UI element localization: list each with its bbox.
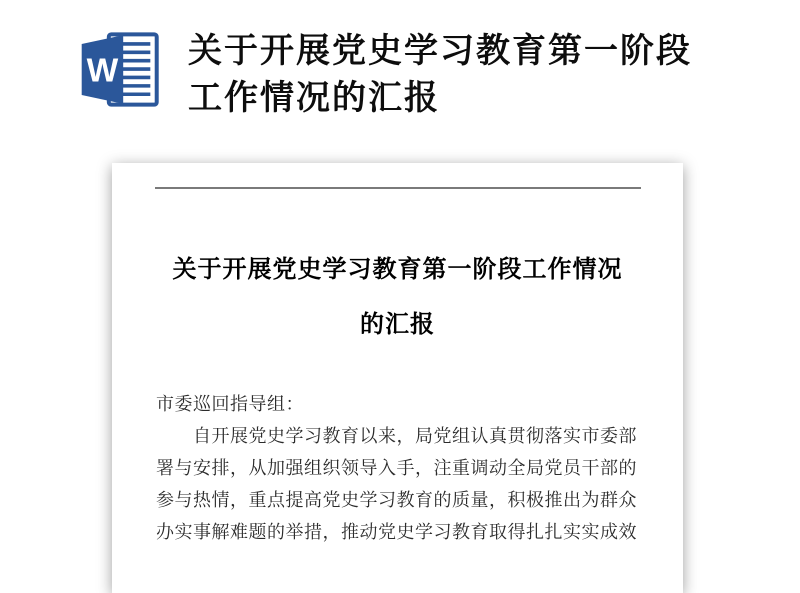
document-title-line-2: 的汇报: [360, 311, 435, 338]
body-line: 参与热情，重点提高党史学习教育的质量，积极推出为群众: [156, 490, 637, 510]
word-icon-letter: W: [86, 52, 119, 90]
body-line: 办实事解难题的举措，推动党史学习教育取得扎扎实实成效: [156, 522, 637, 542]
document-title: [112, 242, 683, 352]
page-title: [188, 28, 692, 122]
document-preview[interactable]: [112, 163, 683, 593]
document-title-line-1: 关于开展党史学习教育第一阶段工作情况: [172, 256, 623, 283]
ms-word-icon: [72, 28, 168, 111]
page-title-line-1: 关于开展党史学习教育第一阶段: [188, 32, 692, 70]
document-body: [156, 388, 639, 548]
body-line: 署与安排，从加强组织领导入手，注重调动全局党员干部的: [156, 458, 637, 478]
page-title-line-2: 工作情况的汇报: [188, 79, 440, 117]
body-line-salutation: 市委巡回指导组：: [156, 394, 304, 414]
divider-line: [155, 187, 641, 189]
body-line: 自开展党史学习教育以来，局党组认真贯彻落实市委部: [156, 426, 637, 446]
